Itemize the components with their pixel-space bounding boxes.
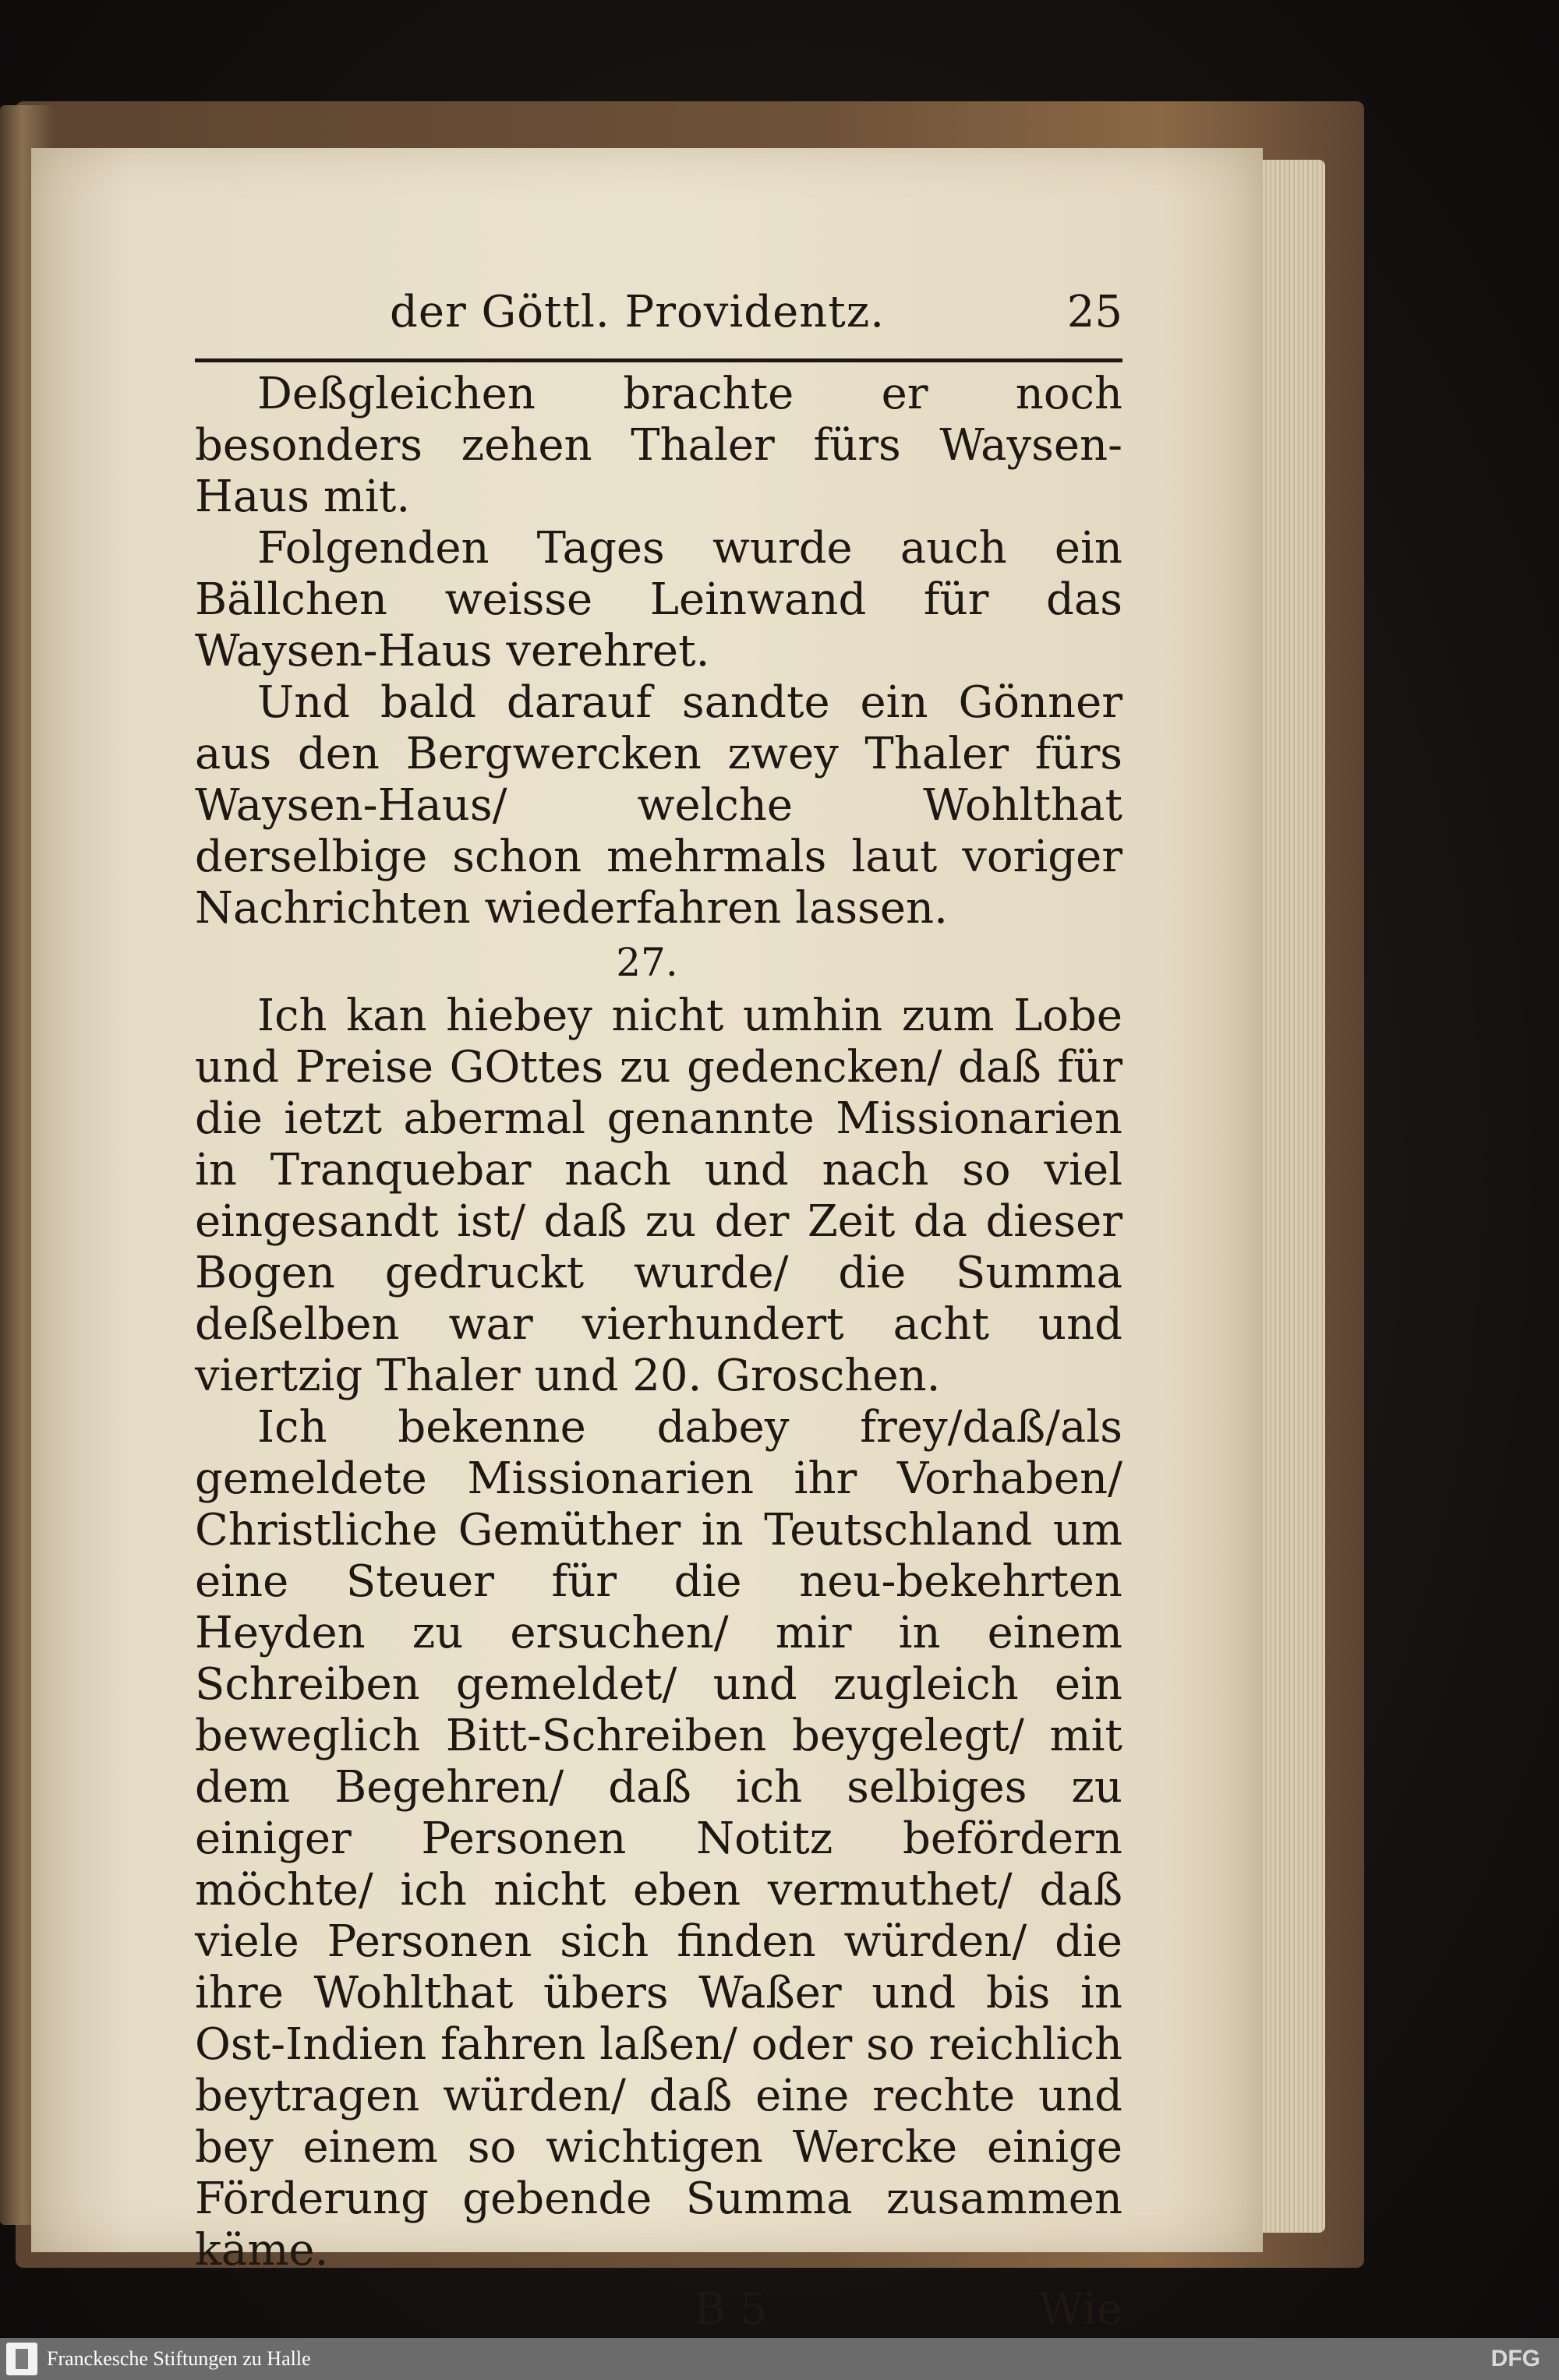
section-number: 27. <box>616 940 678 985</box>
book-page <box>31 148 1263 2335</box>
paragraph-1: Deßgleichen brachte er noch besonders zehen Thaler fürs Waysen-Haus mit. <box>195 369 1122 522</box>
paragraph-3: Und bald darauf sandte ein Gönner aus den Bergwercken zwey Thaler fürs Waysen-Haus/ welche Wohlthat derselbige schon mehrmals laut voriger Nachrichten wiederfahren lassen. <box>195 677 1122 934</box>
body-text <box>195 369 1122 2276</box>
catchword: Wie <box>1038 2284 1122 2335</box>
paragraph-4: Ich kan hiebey nicht umhin zum Lobe und Preise GOttes zu gedencken/ daß für die ietzt abermal genannte Missionarien in Tranquebar nach und nach so viel eingesandt ist/ daß zu der Zeit da dieser Bogen gedruckt wurde/ die Summa deßelben war vierhundert acht und viertzig Thaler und 20. Groschen. <box>195 990 1122 1401</box>
page-number: 25 <box>1066 287 1122 337</box>
funder-logo: DFG <box>1490 2346 1540 2371</box>
running-title: der Göttl. Providentz. <box>390 287 886 337</box>
institution-logo-icon <box>6 2343 37 2375</box>
signature-mark: B 5 <box>694 2284 768 2335</box>
page-header <box>195 273 1122 362</box>
page-footer <box>195 2284 1122 2346</box>
paragraph-2: Folgenden Tages wurde auch ein Bällchen weisse Leinwand für das Waysen-Haus verehret. <box>195 523 1122 676</box>
credit-bar <box>0 2338 1559 2380</box>
paragraph-5: Ich bekenne dabey frey/daß/als gemeldete Missionarien ihr Vorhaben/ Christliche Gemüther in Teutschland um eine Steuer für die neu-bekehrten Heyden zu ersuchen/ mir in einem Schreiben gemeldet/ und zugleich ein beweglich Bitt-Schreiben beygelegt/ mit dem Begehren/ daß ich selbiges zu einiger Personen Notitz befördern möchte/ ich nicht eben vermuthet/ daß viele Personen sich finden würden/ die ihre Wohlthat übers Waßer und bis in Ost-Indien fahren laßen/ oder so reichlich beytragen würden/ daß eine rechte und bey einem so wichtigen Wercke einige Förderung gebende Summa zusammen käme. <box>195 1402 1122 2276</box>
page-content <box>195 273 1122 2346</box>
institution-name: Franckesche Stiftungen zu Halle <box>47 2347 311 2370</box>
